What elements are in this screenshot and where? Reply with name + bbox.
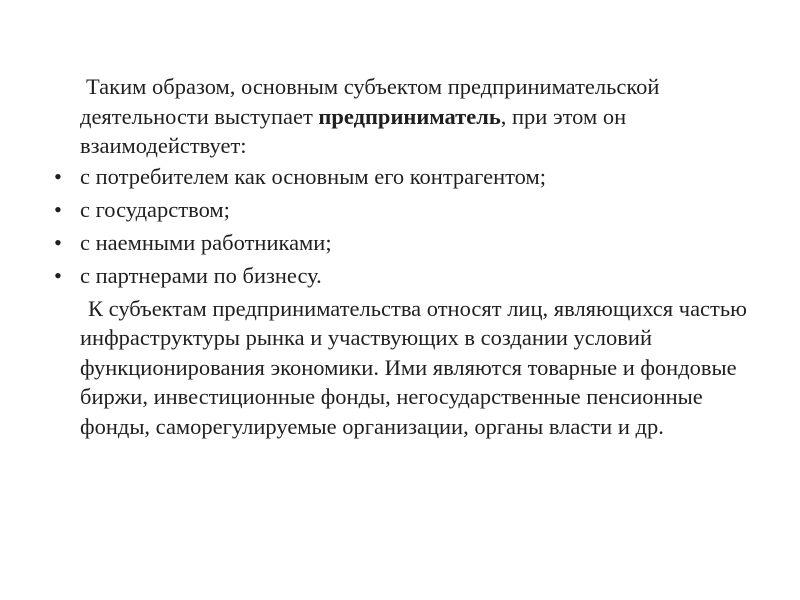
list-item [54,228,750,258]
slide-body [54,72,750,441]
list-item [54,261,750,291]
list-item-text: с партнерами по бизнесу. [80,262,322,288]
intro-paragraph [80,72,750,161]
subjects-paragraph: К субъектам предпринимательства относят лиц, являющихся частью инфраструктуры рынка и участвующих в создании условий функционирования экономики. Ими являются товарные и фондовые биржи, инвестиционные фонды, негосударственные пенсионные фонды, саморегулируемые организации, органы власти и др. [80,295,747,439]
interaction-list [54,162,750,291]
bullet-icon: • [54,229,62,255]
list-item [54,195,750,225]
list-item [54,162,750,192]
bullet-icon: • [54,262,62,288]
bullet-icon: • [54,196,62,222]
list-item-text: с наемными работниками; [80,229,332,255]
bullet-icon: • [54,163,62,189]
list-item-text: с потребителем как основным его контрагентом; [80,163,546,189]
intro-text-end: , при этом он взаимодействует: [80,103,627,158]
intro-text: Таким образом, основным субъектом предпринимательской деятельности выступает [80,74,660,129]
intro-bold-term: предприниматель [318,103,501,129]
list-item-text: с государством; [80,196,230,222]
